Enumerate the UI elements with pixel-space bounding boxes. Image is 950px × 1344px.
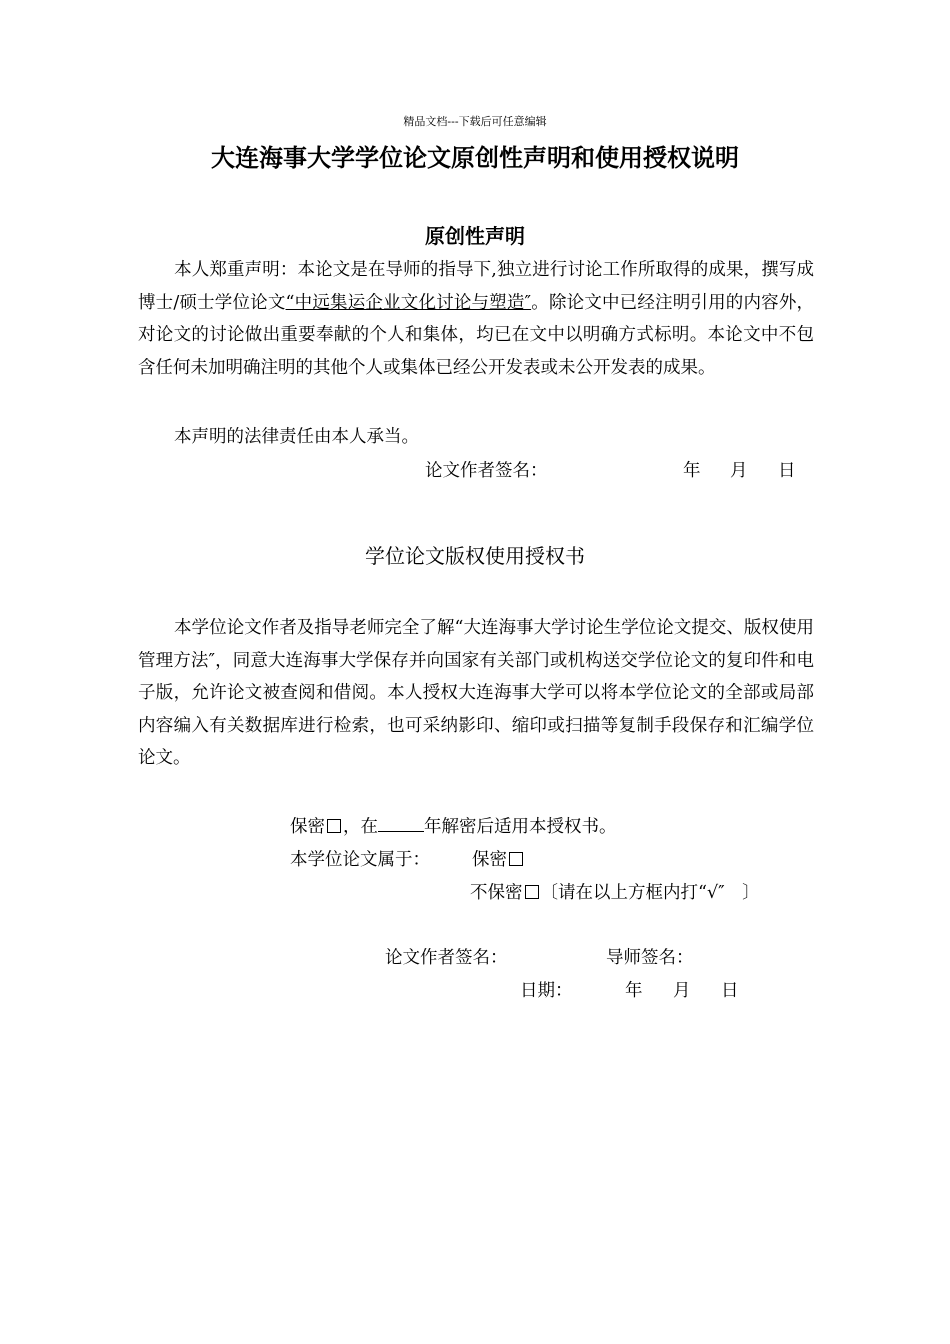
decrypt-years-blank[interactable] [378,815,424,832]
authorization-section-title: 学位论文版权使用授权书 [365,544,585,568]
originality-text-before: 本人郑重声明：本论文是在导师的指导下,独立进行讨论工作所取得的成果，撰写成博士/硕士学位论文 [138,260,814,313]
option-not-secret-checkbox[interactable] [525,885,539,899]
secret-checkbox[interactable] [327,819,341,833]
author-signature-label: 论文作者签名： [425,461,548,481]
supervisor-sign-label: 导师签名： [606,948,694,968]
header-note: 精品文档---下载后可任意编辑 [403,115,547,128]
option-secret: 保密 [472,846,525,871]
option-not-secret: 不保密 〔请在以上方框内打“√″ 〕 [470,883,760,903]
originality-section-title: 原创性声明 [425,224,525,248]
signature-month-label: 月 [730,461,748,481]
authorization-text: 本学位论文作者及指导老师完全了解“大连海事大学讨论生学位论文提交、版权使用管理方法″，同意大连海事大学保存并向国家有关部门或机构送交学位论文的复印件和电子版，允许论文被查阅和借阅。本人授权大连海事大学可以将本学位论文的全部或局部内容编入有关数据库进行检索，也可采纳影印、缩印或扫描等复制手段保存和汇编学位论文。 [138,618,814,768]
signature-year-label: 年 [683,461,701,481]
responsibility-text: 本声明的法律责任由本人承当。 [174,427,419,447]
check-instruction: 〔请在以上方框内打“√″ 〕 [540,883,760,903]
originality-text-after: 。除论文中已经注明引用的内容外，对论文的讨论做出重要奉献的个人和集体，均已在文中以明确方式标明。本论文中不包含任何未加明确注明的其他个人或集体已经公开发表或未公开发表的成果。 [138,292,815,378]
signature-day-label: 日 [778,461,796,481]
responsibility-paragraph [138,421,814,454]
option-secret-checkbox[interactable] [509,852,523,866]
date-month-label: 月 [673,981,691,1001]
authorization-paragraph [138,612,814,775]
author-sign-label: 论文作者签名： [385,948,508,968]
thesis-title: “中远集运企业文化讨论与塑造″ [285,292,532,313]
originality-paragraph [138,254,814,384]
date-year-label: 年 [625,981,643,1001]
document-title: 大连海事大学学位论文原创性声明和使用授权说明 [211,144,739,172]
date-label: 日期： [520,981,573,1001]
belongs-label: 本学位论文属于： [290,850,430,870]
secret-period-line: 保密 ，在 年解密后适用本授权书。 [290,817,617,837]
date-day-label: 日 [721,981,739,1001]
